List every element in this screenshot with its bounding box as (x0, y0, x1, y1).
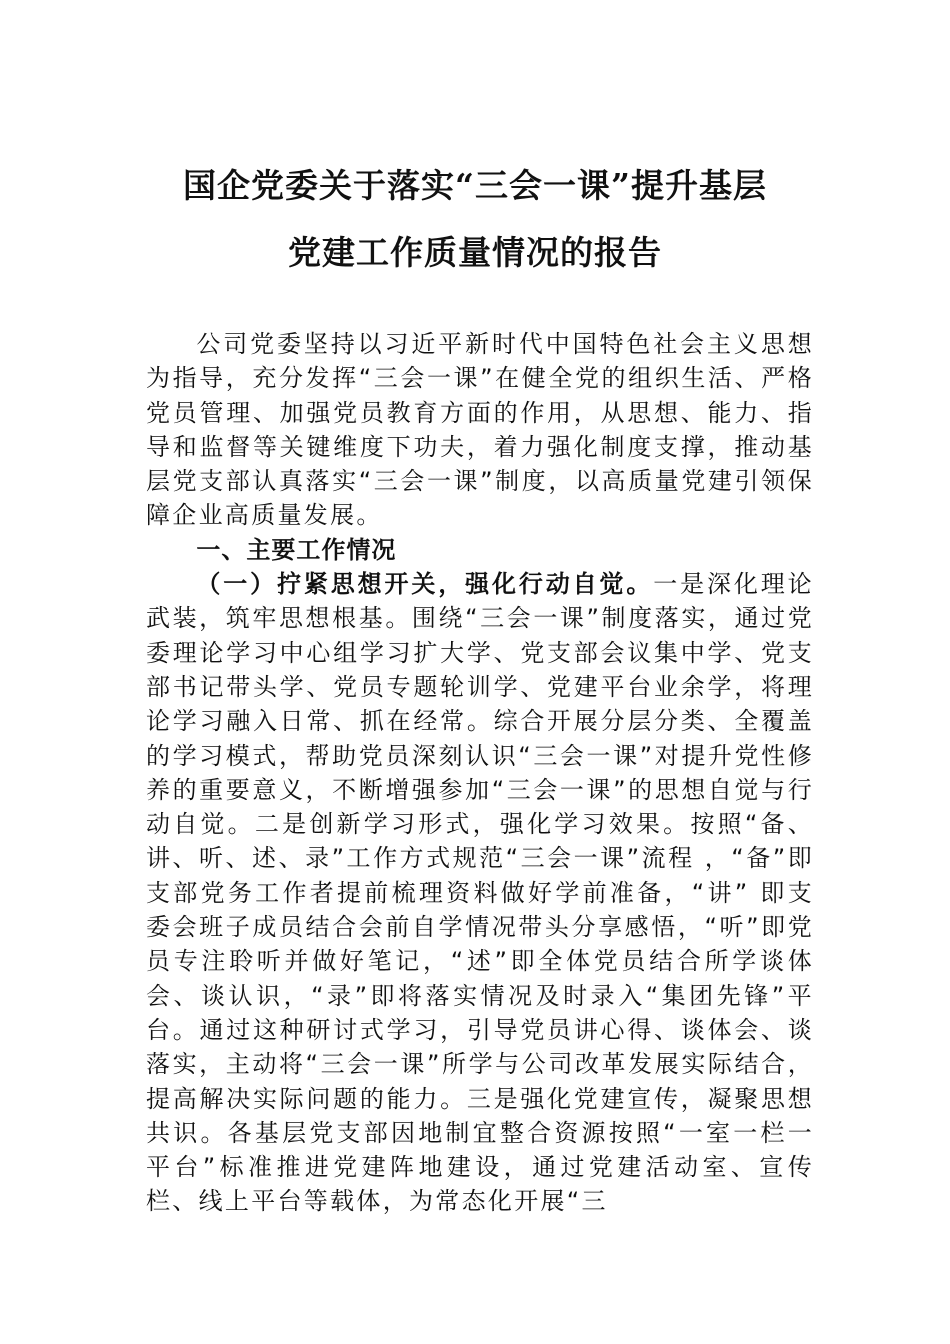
subsection-title: （一）拧紧思想开关，强化行动自觉。 (196, 570, 654, 599)
subsection-body: 一是深化理论武装，筑牢思想根基。围绕“三会一课”制度落实，通过党委理论学习中心组学习扩大学、党支部会议集中学、党支部书记带头学、党员专题轮训学、党建平台业余学，将理论学习融入日常、抓在经常。综合开展分层分类、全覆盖的学习模式，帮助党员深刻认识“三会一课”对提升党性修养的重要意义，不断增强参加“三会一课”的思想自觉与行动自觉。二是创新学习形式，强化学习效果。按照“备、讲、听、述、录”工作方式规范“三会一课”流程 ，“备”即支部党务工作者提前梳理资料做好学前准备，“讲” 即支委会班子成员结合会前自学情况带头分享感悟，“听”即党员专注聆听并做好笔记，“述”即全体党员结合所学谈体会、谈认识，“录”即将落实情况及时录入“集团先锋”平台。通过这种研讨式学习，引导党员讲心得、谈体会、谈落实，主动将“三会一课”所学与公司改革发展实际结合，提高解决实际问题的能力。三是强化党建宣传，凝聚思想共识。各基层党支部因地制宜整合资源按照“一室一栏一平台”标准推进党建阵地建设，通过党建活动室、宣传栏、线上平台等载体，为常态化开展“三 (146, 570, 814, 1216)
subsection-paragraph (146, 567, 814, 1219)
document-title-line-1: 国企党委关于落实“三会一课”提升基层 (183, 166, 767, 205)
document-body (146, 327, 814, 1219)
section-heading: 一、主要工作情况 (196, 535, 397, 564)
document-title-line-2: 党建工作质量情况的报告 (288, 233, 662, 272)
intro-paragraph: 公司党委坚持以习近平新时代中国特色社会主义思想为指导，充分发挥“三会一课”在健全党的组织生活、严格党员管理、加强党员教育方面的作用，从思想、能力、指导和监督等关键维度下功夫，着力强化制度支撑，推动基层党支部认真落实“三会一课”制度，以高质量党建引领保障企业高质量发展。 (146, 330, 814, 530)
